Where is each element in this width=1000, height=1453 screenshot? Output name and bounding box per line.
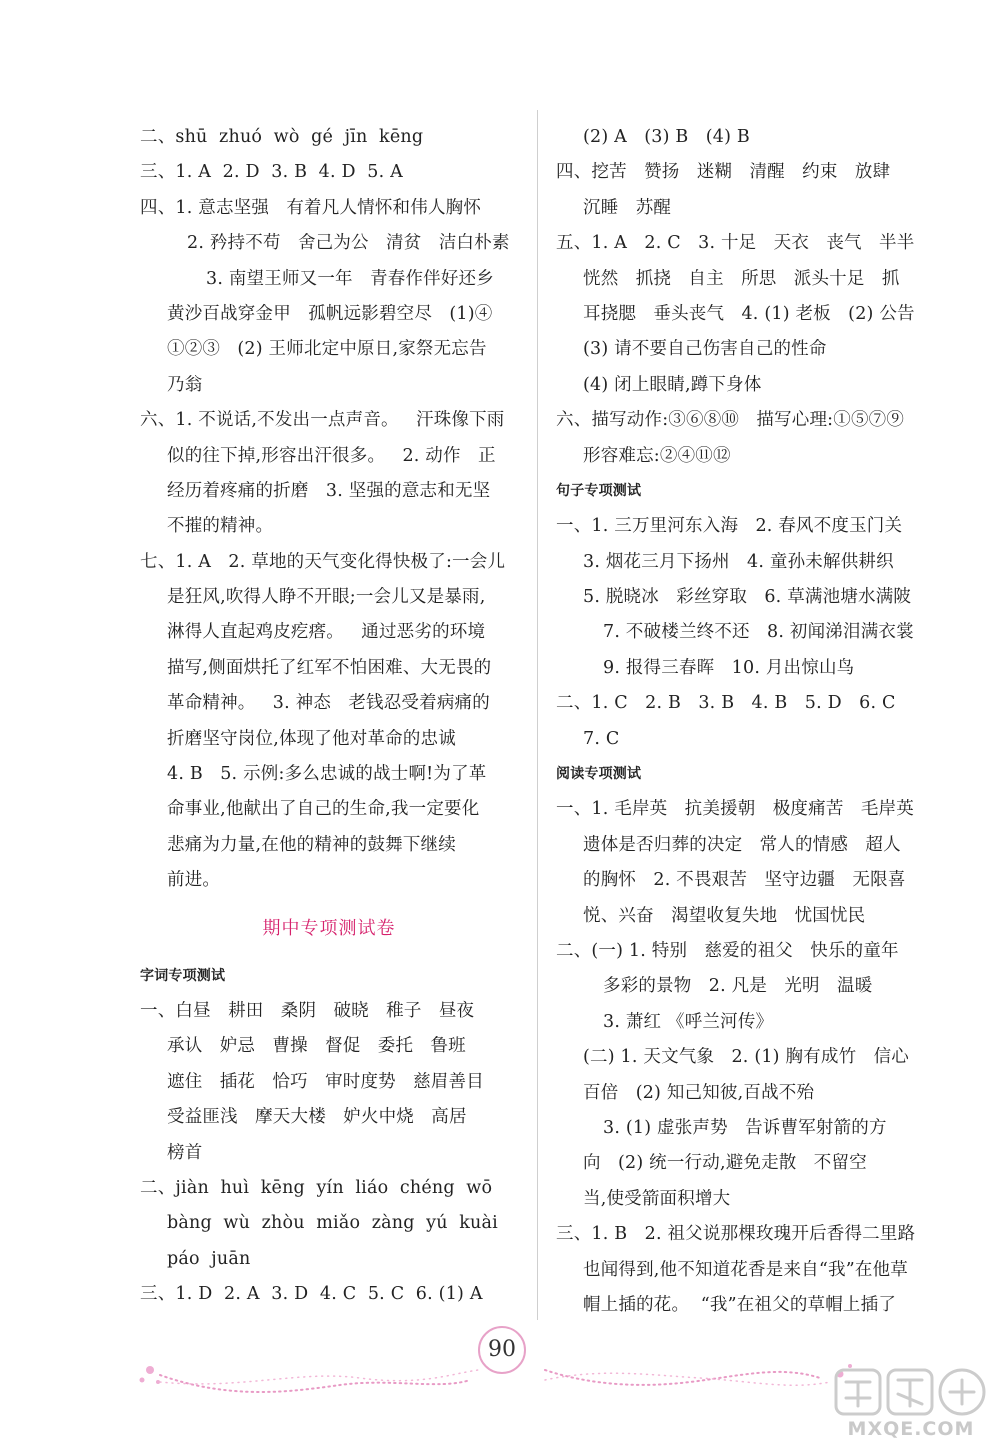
right-answer-line: 3. 萧红 《呼兰河传》	[603, 1011, 774, 1032]
right-answer-line: 百倍 (2) 知己知彼,百战不殆	[583, 1082, 815, 1103]
section-heading: 句子专项测试	[556, 482, 642, 499]
right-answer-line: 二、1. C 2. B 3. B 4. B 5. D 6. C	[556, 693, 896, 714]
left-answer-line: 折磨坚守岗位,体现了他对革命的忠诚	[167, 728, 456, 749]
right-answer-line: 向 (2) 统一行动,避免走散 不留空	[583, 1153, 867, 1174]
page-number: 90	[478, 1326, 526, 1374]
left-answer-line: 三、1. A 2. D 3. B 4. D 5. A	[140, 162, 403, 183]
right-answer-line: 遗体是否归葬的决定 常人的情感 超人	[583, 834, 901, 855]
right-answer-line: 一、1. 三万里河东入海 2. 春风不度玉门关	[556, 516, 903, 537]
right-answer-line: 形容难忘:②④⑪⑫	[583, 445, 731, 466]
right-answer-line: 三、1. B 2. 祖父说那棵玫瑰开后香得二里路	[556, 1224, 916, 1245]
right-answer-line: 的胸怀 2. 不畏艰苦 坚守边疆 无限喜	[583, 870, 906, 891]
left-answer-line: páo juān	[167, 1248, 251, 1269]
right-answer-line: 二、(一) 1. 特别 慈爱的祖父 快乐的童年	[556, 940, 899, 961]
section-heading: 阅读专项测试	[556, 766, 642, 783]
right-answer-line: 也闻得到,他不知道花香是来自“我”在他草	[583, 1259, 908, 1280]
right-answer-line: 7. 不破楼兰终不还 8. 初闻涕泪满衣裳	[603, 622, 914, 643]
left-answer-line: 二、shū zhuó wò gé jīn kēng	[140, 127, 424, 147]
right-answer-line: (二) 1. 天文气象 2. (1) 胸有成竹 信心	[583, 1047, 909, 1068]
left-column	[140, 120, 518, 1313]
right-answer-line: 悦、兴奋 渴望收复失地 忧国忧民	[583, 905, 866, 926]
right-answer-line: (2) A (3) B (4) B	[583, 127, 750, 147]
right-answer-line: (3) 请不要自己伤害自己的性命	[583, 339, 827, 360]
left-answer-line: 2. 矜持不苟 舍己为公 清贫 洁白朴素	[187, 233, 510, 254]
left-answer-line: 描写,侧面烘托了红军不怕困难、大无畏的	[167, 657, 492, 678]
left-answer-line: 遮住 插花 恰巧 审时度势 慈眉善目	[167, 1071, 484, 1092]
right-answer-line: 多彩的景物 2. 凡是 光明 温暖	[603, 976, 873, 997]
left-answer-line: 似的往下掉,形容出汗很多。 2. 动作 正	[167, 445, 496, 466]
right-answer-line: 3. 烟花三月下扬州 4. 童孙未解供耕织	[583, 551, 894, 572]
section-title: 期中专项测试卷	[262, 917, 396, 939]
left-answer-line: 是狂风,吹得人睁不开眼;一会儿又是暴雨,	[167, 587, 486, 608]
right-answer-line: 四、挖苦 赞扬 迷糊 清醒 约束 放肆	[556, 162, 891, 183]
right-column	[556, 120, 928, 1323]
left-answer-line: 悲痛为力量,在他的精神的鼓舞下继续	[167, 834, 456, 855]
right-answer-line: 六、描写动作:③⑥⑧⑩ 描写心理:①⑤⑦⑨	[556, 410, 905, 431]
left-answer-line: 4. B 5. 示例:多么忠诚的战士啊!为了革	[167, 764, 487, 785]
left-answer-line: ①②③ (2) 王师北定中原日,家祭无忘告	[167, 339, 487, 360]
right-answer-line: 5. 脱晓冰 彩丝穿取 6. 草满池塘水满陂	[583, 587, 912, 608]
right-answer-line: 沉睡 苏醒	[583, 197, 672, 218]
left-answer-line: 三、1. D 2. A 3. D 4. C 5. C 6. (1) A	[140, 1284, 483, 1305]
left-answer-line: 黄沙百战穿金甲 孤帆远影碧空尽 (1)④	[167, 303, 493, 324]
right-answer-line: (4) 闭上眼睛,蹲下身体	[583, 374, 762, 395]
left-answer-line: 六、1. 不说话,不发出一点声音。 汗珠像下雨	[140, 410, 505, 431]
right-answer-line: 耳挠腮 垂头丧气 4. (1) 老板 (2) 公告	[583, 303, 915, 324]
left-answer-line: 命事业,他献出了自己的生命,我一定要化	[167, 799, 480, 820]
right-answer-line: 一、1. 毛岸英 抗美援朝 极度痛苦 毛岸英	[556, 799, 914, 820]
left-answer-line: 七、1. A 2. 草地的天气变化得快极了:一会儿	[140, 551, 506, 572]
right-answer-line: 五、1. A 2. C 3. 十足 天衣 丧气 半半	[556, 233, 915, 254]
right-answer-line: 恍然 抓挠 自主 所思 派头十足 抓	[583, 268, 900, 289]
right-answer-line: 3. (1) 虚张声势 告诉曹军射箭的方	[603, 1117, 887, 1138]
left-answer-line: 受益匪浅 摩天大楼 妒火中烧 高居	[167, 1107, 467, 1128]
section-heading: 字词专项测试	[140, 967, 226, 984]
left-answer-line: 四、1. 意志坚强 有着凡人情怀和伟人胸怀	[140, 197, 482, 218]
left-answer-line: bàng wù zhòu miǎo zàng yú kuài	[167, 1213, 498, 1234]
left-answer-line: 乃翁	[167, 374, 203, 395]
watermark-url: MXQE.COM	[847, 1418, 975, 1440]
left-answer-line: 榜首	[167, 1142, 203, 1163]
left-answer-line: 淋得人直起鸡皮疙瘩。 通过恶劣的环境	[167, 622, 486, 643]
right-answer-line: 7. C	[583, 728, 620, 749]
left-answer-line: 经历着疼痛的折磨 3. 坚强的意志和无坚	[167, 480, 491, 501]
left-answer-line: 3. 南望王师又一年 青春作伴好还乡	[206, 268, 494, 289]
left-answer-line: 承认 妒忌 曹操 督促 委托 鲁班	[167, 1036, 466, 1057]
left-answer-line: 二、jiàn huì kēng yín liáo chéng wō	[140, 1177, 493, 1198]
left-answer-line: 前进。	[167, 870, 221, 891]
right-answer-line: 9. 报得三春晖 10. 月出惊山鸟	[603, 657, 855, 678]
left-answer-line: 革命精神。 3. 神态 老钱忍受着病痛的	[167, 693, 490, 714]
site-watermark	[826, 1362, 996, 1450]
watermark-logo-icon	[826, 1362, 996, 1422]
left-answer-line: 不摧的精神。	[167, 516, 274, 537]
column-divider	[537, 110, 538, 1320]
left-answer-line: 一、白昼 耕田 桑阴 破晓 稚子 昼夜	[140, 1000, 475, 1021]
right-answer-line: 帽上插的花。 “我”在祖父的草帽上插了	[583, 1294, 897, 1315]
right-answer-line: 当,使受箭面积增大	[583, 1188, 731, 1209]
